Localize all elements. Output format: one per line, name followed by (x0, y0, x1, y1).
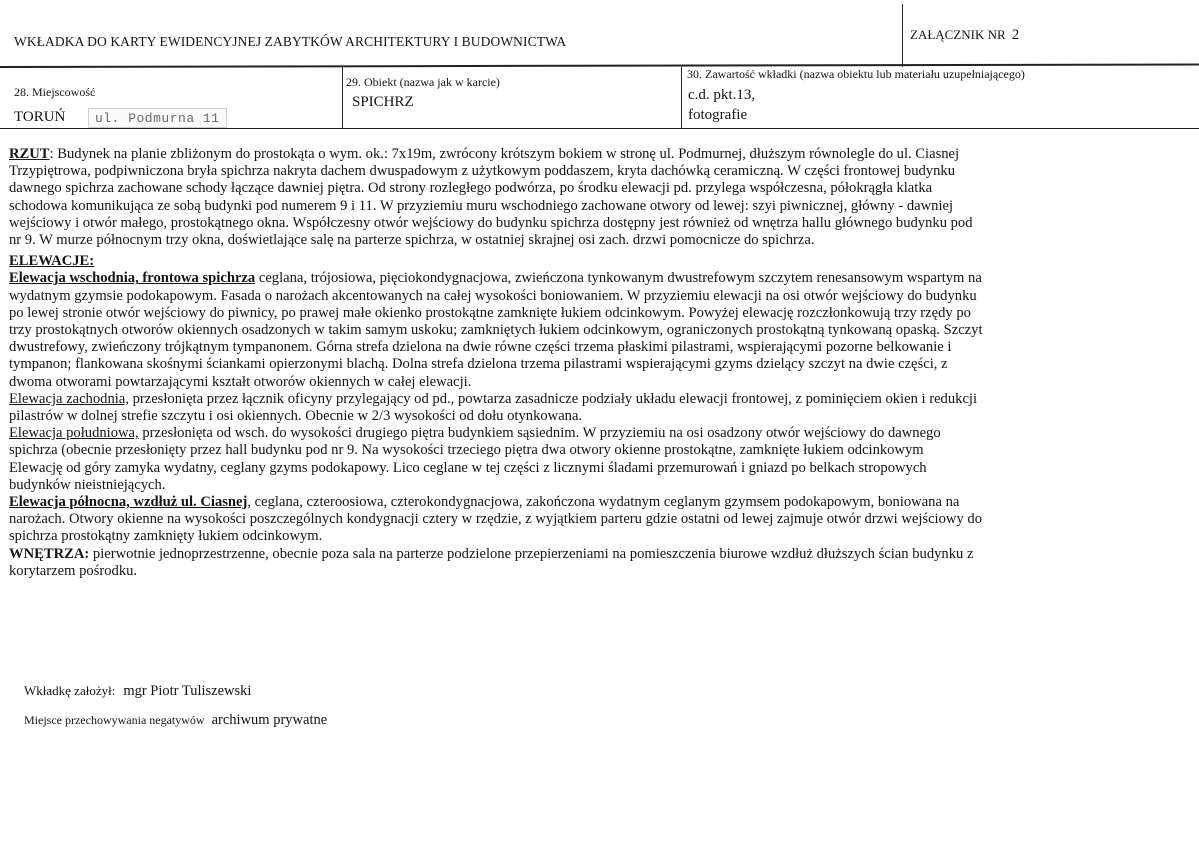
north-line-2: spichrza prostokątny zamknięty łukiem odcinkowym. (9, 528, 323, 545)
east-line-2: po lewej stronie otwór wejściowy do piwnicy, po prawej małe okienko prostokątne zamknięte łukiem odcinkowym. Powyżej elewację rozczłonkowują trzy rzędy po (9, 304, 971, 321)
author-row (24, 682, 251, 700)
rzut-paragraph-line (9, 146, 1199, 163)
north-line-0: , ceglana, czteroosiowa, czterokondygnacjowa, zakończona wydatnym ceglanym gzymsem podokapowym, boniowana na (247, 494, 960, 511)
object-value: SPICHRZ (352, 94, 414, 110)
table-vertical-divider-1 (342, 67, 343, 129)
rzut-line-3: schodowa komunikująca ze sobą budynki pod numerem 9 i 11. W przyziemiu muru wschodniego zachowane otwory od lewej: szyi piwnicznej, główny - dawniej (9, 197, 954, 214)
annex-label-text: ZAŁĄCZNIK NR (910, 27, 1006, 42)
east-line-4: dwustrefowy, zwieńczony trójkątnym tympanonem. Górna strefa dzielona na dwie równe części trzema płaskimi pilastrami, wspierającymi pozorne belkowanie i (9, 339, 952, 356)
description-body (9, 146, 1199, 580)
east-line-1: wydatnym gzymsie podokapowym. Fasada o narożach akcentowanych na całej wysokości boniowaniem. W przyziemiu elewacji na osi otwór wejściowy do budynku (9, 287, 977, 304)
east-heading: Elewacja wschodnia, frontowa spichrza (9, 270, 256, 287)
south-paragraph-line (9, 425, 1199, 442)
rzut-line-5: nr 9. W murze północnym trzy okna, doświetlające salę na parterze spichrza, w ostatniej skrajnej osi zach. drzwi pomocnicze do spichrza. (9, 232, 815, 249)
contents-line-1: c.d. pkt.13, (688, 87, 756, 103)
interior-line-0: pierwotnie jednoprzestrzenne, obecnie poza sala na parterze podzielone przepierzeniami na pomieszczenia biurowe wzdłuż dłuższych ścian budynku z (89, 545, 974, 562)
north-line-1: narożach. Otwory okienne na wysokości poszczególnych kondygnacji cztery w rzędzie, z wyjątkiem parteru gdzie ostatni od lewej zajmuje otwór drzwi wejściowy do (9, 511, 982, 528)
east-line-6: dwoma otworami powtarzającymi kształt otworów okiennych w całej elewacji. (9, 373, 472, 390)
author-label: Wkładkę założył: (24, 683, 116, 698)
interior-paragraph-line (9, 546, 1199, 563)
interior-line-1: korytarzem pośrodku. (9, 562, 138, 579)
west-heading: Elewacja zachodnia, (9, 390, 129, 407)
south-line-1: spichrza (obecnie przesłonięty przez hall budynku pod nr 9. Na wysokości trzeciego piętra dwa otwory okienne prostokątne, zamknięte łukiem odcinkowym (9, 442, 924, 459)
author-name: mgr Piotr Tuliszewski (123, 683, 252, 699)
interior-heading: WNĘTRZA: (9, 545, 90, 562)
elewacje-heading: ELEWACJE: (9, 253, 95, 270)
north-heading: Elewacja północna, wzdłuż ul. Ciasnej (9, 494, 248, 511)
header-vertical-divider (902, 4, 903, 67)
west-line-0: przesłonięta przez łącznik oficyny przylegający od pd., powtarza zasadnicze podziały układu elewacji frontowej, z pominięciem okien i redukcji (128, 390, 978, 407)
storage-label: Miejsce przechowywania negatywów (24, 713, 205, 727)
locality-label: 28. Miejscowość (14, 85, 96, 99)
west-paragraph-line (9, 391, 1199, 408)
east-line-0: ceglana, trójosiowa, pięciokondygnacjowa, zwieńczona tynkowanym dwustrefowym szczytem renesansowym wspartym na (255, 270, 982, 287)
annex-label (910, 27, 1019, 44)
rzut-line-4: wejściowy i otwór małego, prostokątnego okna. Współczesny otwór wejściowy do budynku spichrza dostępny jest również od wnętrza hallu głównego budynku pod (9, 214, 973, 231)
storage-value: archiwum prywatne (211, 712, 328, 728)
locality-value: TORUŃ (14, 109, 66, 125)
east-line-5: tympanon; flankowana skośnymi ściankami opierzonymi blachą. Dolna strefa dzielona trzema pilastrami wspierającymi gzyms dzielący szczyt na dwie części, z (9, 356, 948, 373)
south-line-2: Elewację od góry zamyka wydatny, ceglany gzyms podokapowy. Lico ceglane w tej części z licznymi śladami przemurowań i gniazd po belkach stropowych (9, 459, 927, 476)
rzut-line-0: : Budynek na planie zbliżonym do prostokąta o wym. ok.: 7x19m, zwrócony krótszym bokiem w stronę ul. Podmurnej, dłuższym równolegle do ul. Ciasnej (49, 146, 960, 162)
south-heading: Elewacja południowa, (9, 425, 139, 442)
north-paragraph-line (9, 494, 1199, 511)
south-line-3: budynków nieistniejących. (9, 476, 166, 493)
south-line-0: przesłonięta od wsch. do wysokości drugiego piętra budynkiem sąsiednim. W przyziemiu na osi osadzony otwór wejściowy do dawnego (138, 425, 941, 442)
rzut-line-2: dawnego spichrza zachowane schody łączące dawniej piętra. Od strony rozległego podwórza, po środku elewacji pd. przylega współczesna, półokrągła klatka (9, 180, 933, 197)
east-line-3: trzy prostokątnych otworów okiennych osadzonych w takim samym uskoku; zamkniętych łukiem odcinkowym, ograniczonych prostokątną tynkowaną opaską. Szczyt (9, 322, 983, 339)
contents-label: 30. Zawartość wkładki (nazwa obiektu lub materiału uzupełniającego) (687, 67, 1025, 81)
west-line-1: pilastrów w dolnej strefie szczytu i osi okiennych. Obecnie w 2/3 wysokości od dołu otynkowana. (9, 408, 583, 425)
annex-number: 2 (1011, 27, 1020, 43)
address-value: ul. Podmurna 11 (88, 108, 227, 128)
east-paragraph-line (9, 270, 1199, 287)
object-label: 29. Obiekt (nazwa jak w karcie) (346, 75, 500, 89)
document-title: WKŁADKA DO KARTY EWIDENCYJNEJ ZABYTKÓW ARCHITEKTURY I BUDOWNICTWA (14, 34, 567, 49)
table-mid-border (0, 128, 1199, 129)
contents-line-2: fotografie (688, 107, 748, 123)
storage-row (24, 711, 327, 729)
table-vertical-divider-2 (681, 67, 682, 129)
rzut-line-1: Trzypiętrowa, podpiwniczona bryła spichrza nakryta dachem dwuspadowym z użytkowym poddaszem, kryta dachówką ceramiczną. W części frontowej budynku (9, 163, 955, 180)
rzut-heading: RZUT (9, 146, 50, 162)
